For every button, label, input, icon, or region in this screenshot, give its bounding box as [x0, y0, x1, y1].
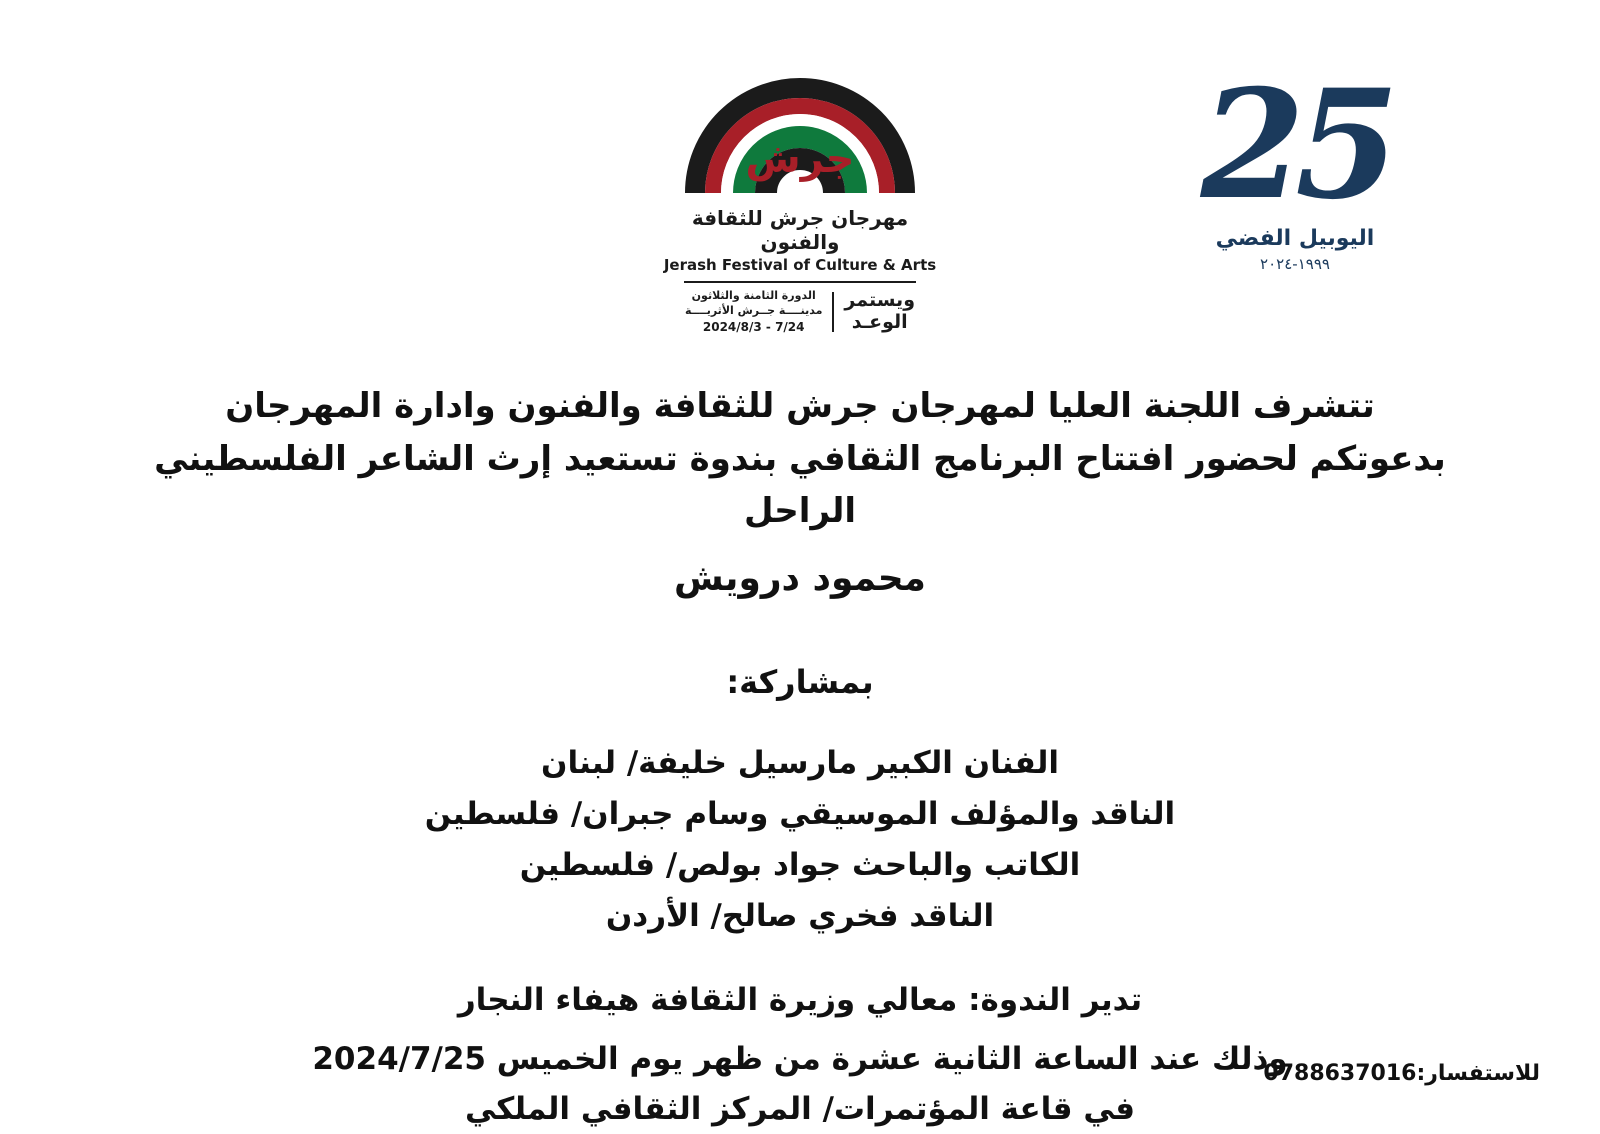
anniversary-number: 25 — [1200, 57, 1390, 233]
anniversary-years: ١٩٩٩-٢٠٢٤ — [1260, 255, 1330, 273]
logo-vertical-divider — [832, 292, 834, 332]
participation-label: بمشاركة: — [726, 663, 874, 702]
logo-divider-line — [684, 281, 916, 283]
list-item: الكاتب والباحث جواد بولص/ فلسطين — [519, 847, 1081, 884]
logo-name-arabic: مهرجان جرش للثقافة والفنون — [691, 206, 909, 254]
poet-name: محمود درويش — [674, 558, 926, 600]
logo-edition-dates: 2024/8/3 - 7/24 — [702, 319, 805, 334]
rainbow-arc-icon — [685, 78, 915, 196]
contact-info: للاستفسار:0788637016 — [1263, 1061, 1540, 1086]
logo-edition-line1: الدورة الثامنة والثلاثون — [691, 289, 816, 302]
logo-slogan-line1: ويستمر — [844, 289, 915, 312]
logo-edition-info — [685, 289, 822, 335]
logo-slogan — [844, 290, 915, 334]
logo-slogan-line2: الوعـد — [851, 310, 908, 333]
logo-name-english: Jerash Festival of Culture & Arts — [663, 256, 937, 274]
invitation-intro-line1: تتشرف اللجنة العليا لمهرجان جرش للثقافة والفنون وادارة المهرجان — [225, 386, 1375, 426]
list-item: الناقد فخري صالح/ الأردن — [605, 898, 995, 935]
poster-header — [0, 0, 1600, 380]
jerash-festival-logo — [650, 78, 950, 335]
list-item: الفنان الكبير مارسيل خليفة/ لبنان — [540, 745, 1059, 782]
event-datetime: وذلك عند الساعة الثانية عشرة من ظهر يوم الخميس 2024/7/25 — [312, 1041, 1288, 1078]
silver-jubilee-logo — [1190, 57, 1400, 273]
moderator-line: تدير الندوة: معالي وزيرة الثقافة هيفاء النجار — [457, 981, 1143, 1018]
list-item: الناقد والمؤلف الموسيقي وسام جبران/ فلسطين — [424, 796, 1176, 833]
invitation-intro-line2: بدعوتكم لحضور افتتاح البرنامج الثقافي بندوة تستعيد إرث الشاعر الفلسطيني الراحل — [154, 438, 1446, 532]
participants-list — [135, 738, 1465, 943]
logo-arc-word: جرش — [745, 136, 855, 182]
invitation-body — [135, 380, 1465, 1134]
anniversary-label: اليوبيل الفضي — [1215, 226, 1375, 251]
event-venue: في قاعة المؤتمرات/ المركز الثقافي الملكي — [464, 1090, 1136, 1127]
logo-edition-line2: مدينــــة جــرش الأثريــــة — [685, 303, 823, 317]
logo-bottom-row — [650, 289, 950, 335]
